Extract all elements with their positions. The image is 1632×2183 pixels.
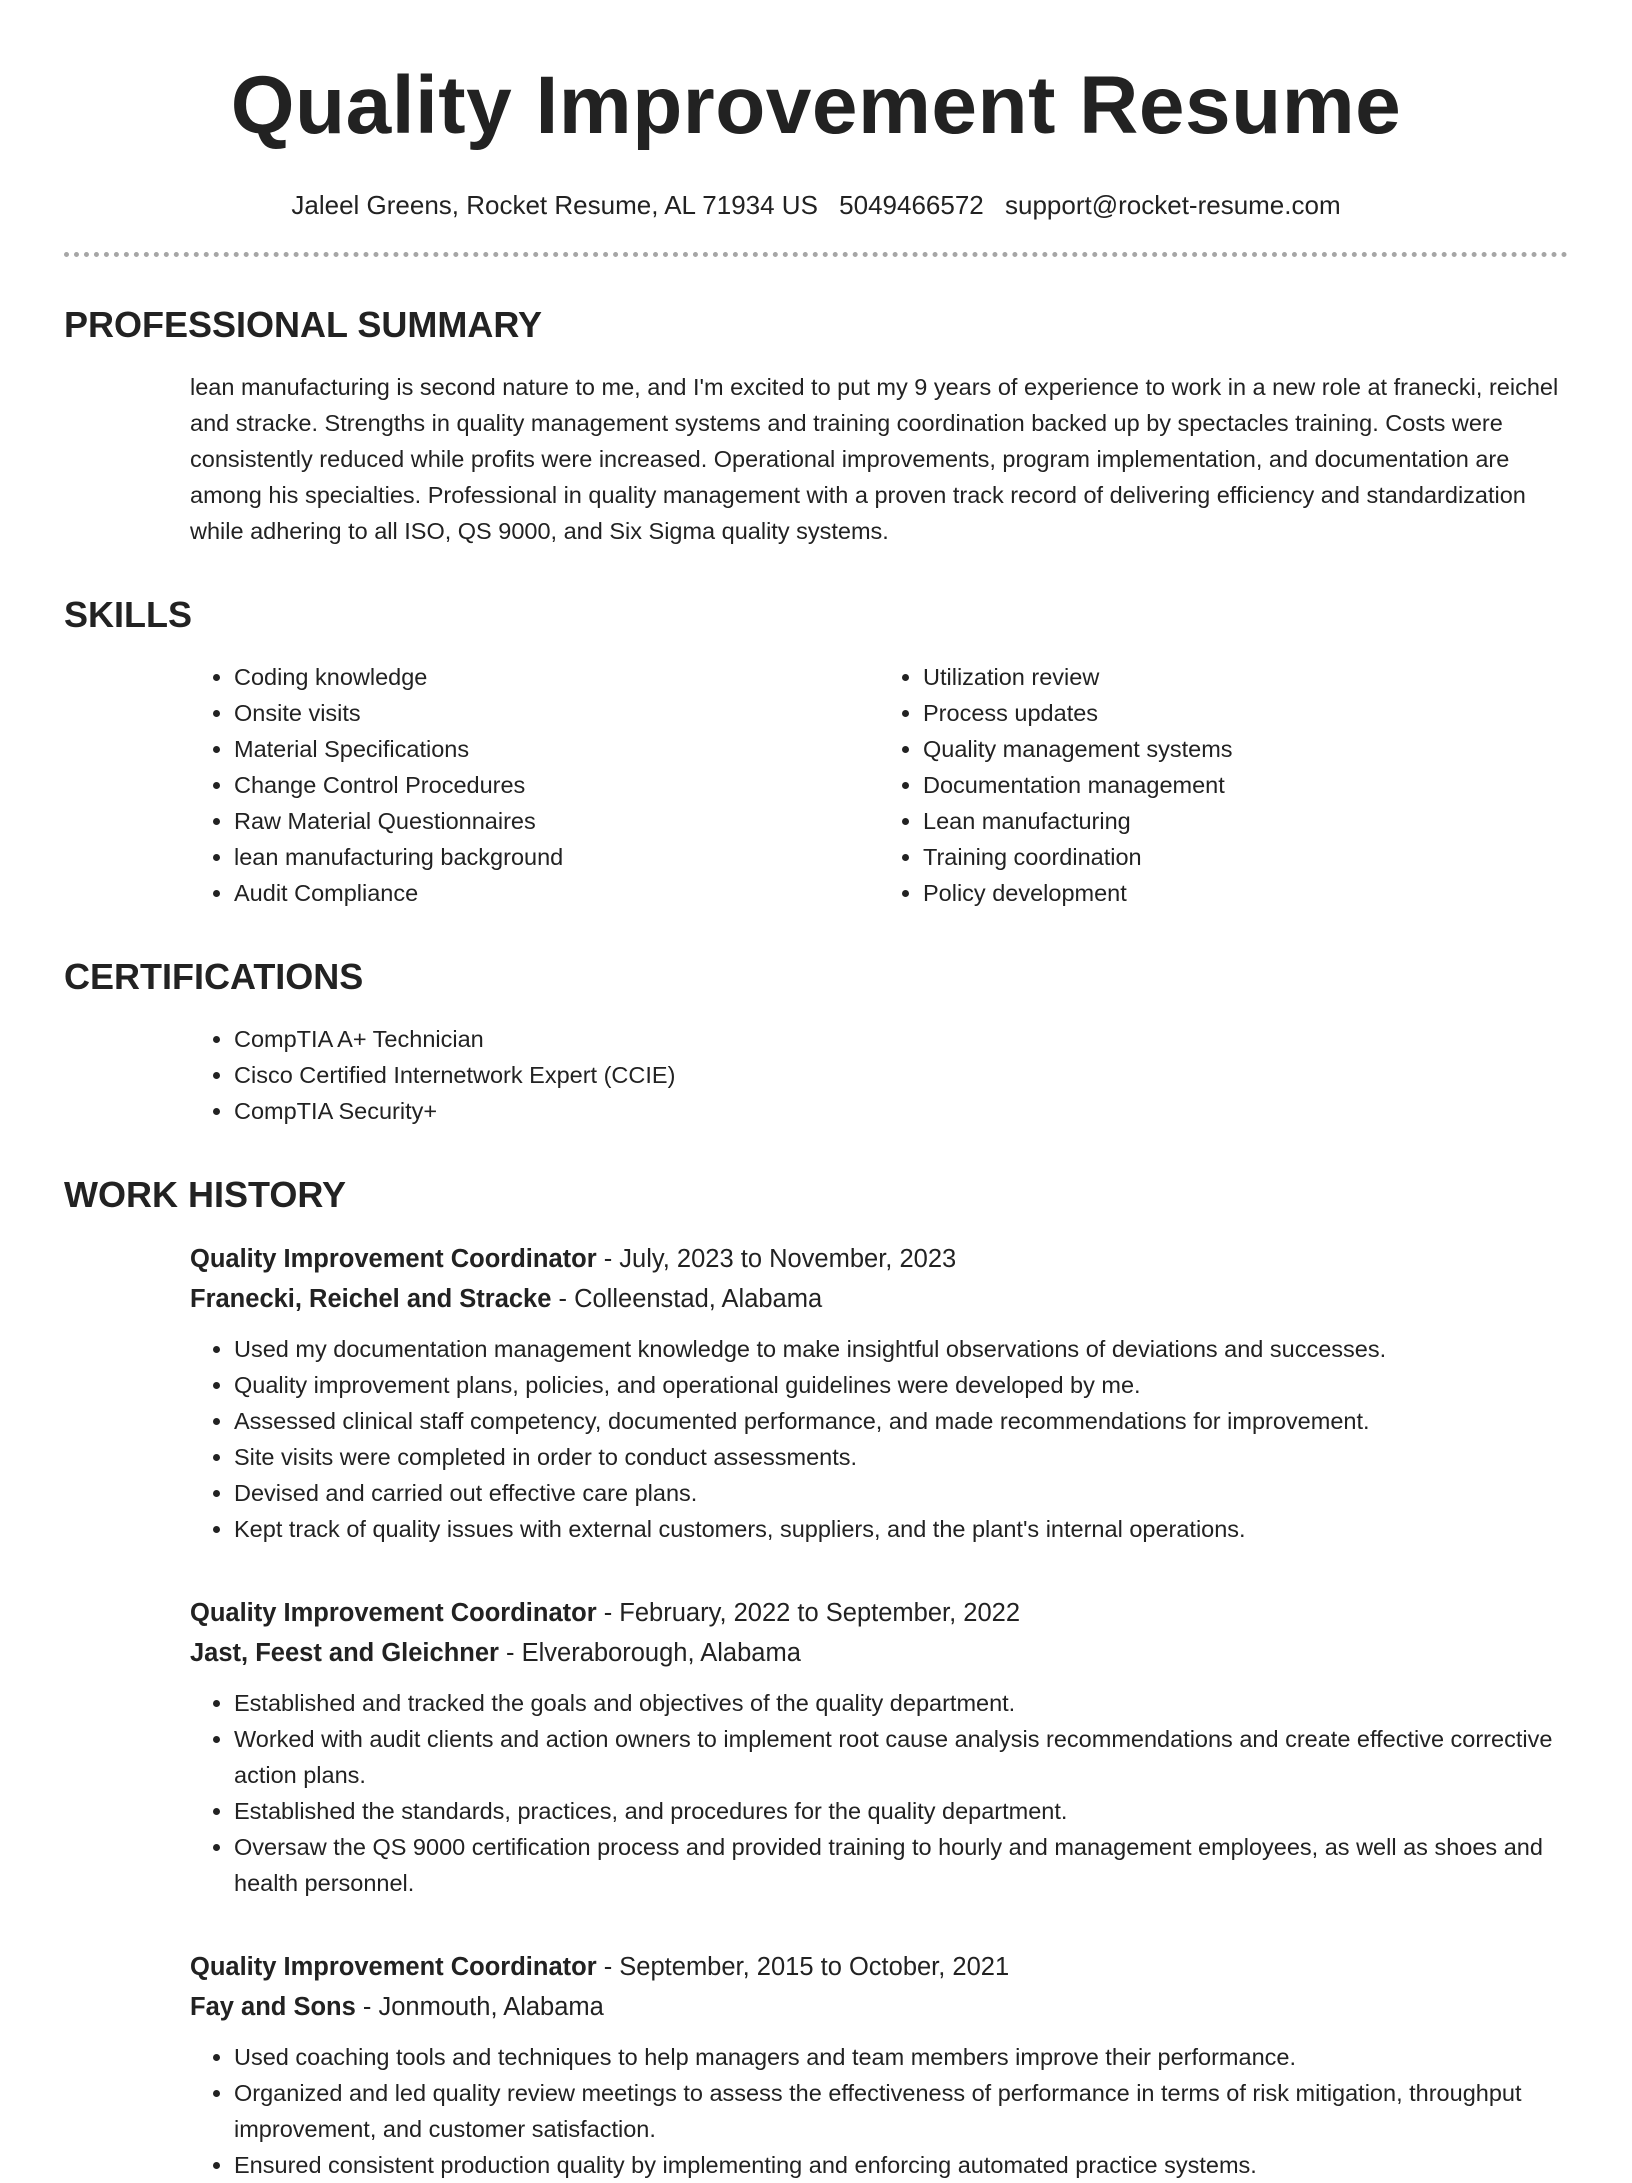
certification-item: • CompTIA Security+ (234, 1093, 1568, 1129)
job-company-line (190, 1987, 1568, 2027)
skills-column-left (190, 659, 879, 911)
job-bullet: • Established the standards, practices, and procedures for the quality department. (234, 1793, 1568, 1829)
skill-item: • Policy development (923, 875, 1568, 911)
contact-line (64, 190, 1568, 220)
certification-item: • CompTIA A+ Technician (234, 1021, 1568, 1057)
skills-heading: SKILLS (64, 594, 193, 635)
job-bullet: • Devised and carried out effective care plans. (234, 1475, 1568, 1511)
skill-item: • Coding knowledge (234, 659, 879, 695)
job-bullet: • Site visits were completed in order to conduct assessments. (234, 1439, 1568, 1475)
job-bullet: • Quality improvement plans, policies, and operational guidelines were developed by me. (234, 1367, 1568, 1403)
job-title-line (190, 1593, 1568, 1633)
contact-email: support@rocket-resume.com (1005, 190, 1341, 220)
job-title-line (190, 1239, 1568, 1279)
job-company: Franecki, Reichel and Stracke (190, 1285, 552, 1313)
skill-item: • Audit Compliance (234, 875, 879, 911)
skills-list-right (879, 659, 1568, 911)
certification-item: • Cisco Certified Internetwork Expert (CCIE) (234, 1057, 1568, 1093)
job-bullet: • Organized and led quality review meetings to assess the effectiveness of performance in terms of risk mitigation, throughput improvement, and customer satisfaction. (234, 2075, 1568, 2147)
job-title-line (190, 1947, 1568, 1987)
skill-item: • lean manufacturing background (234, 839, 879, 875)
summary-text: lean manufacturing is second nature to me, and I'm excited to put my 9 years of experience to work in a new role at franecki, reichel and stracke. Strengths in quality management systems and training coordination backed up by spectacles training. Costs were consistently reduced while profits were increased. Operational improvements, program implementation, and documentation are among his specialties. Professional in quality management with a proven track record of delivering efficiency and standardization while adhering to all ISO, QS 9000, and Six Sigma quality systems. (190, 374, 1559, 544)
skills-section (64, 593, 1568, 911)
certifications-heading: CERTIFICATIONS (64, 956, 364, 997)
job-bullets (190, 2039, 1568, 2183)
job-entry (64, 1239, 1568, 1547)
job-location: - Colleenstad, Alabama (551, 1285, 823, 1313)
job-company: Fay and Sons (190, 1993, 356, 2021)
header-divider (64, 252, 1568, 257)
skill-item: • Change Control Procedures (234, 767, 879, 803)
job-title: Quality Improvement Coordinator (190, 1599, 597, 1627)
job-bullet: • Worked with audit clients and action owners to implement root cause analysis recommendations and create effective corrective action plans. (234, 1721, 1568, 1793)
skill-item: • Lean manufacturing (923, 803, 1568, 839)
job-bullets (190, 1331, 1568, 1547)
job-dates: - February, 2022 to September, 2022 (596, 1599, 1021, 1627)
job-company-line (190, 1279, 1568, 1319)
summary-heading: PROFESSIONAL SUMMARY (64, 304, 543, 345)
job-location: - Jonmouth, Alabama (355, 1993, 604, 2021)
skills-grid (64, 659, 1568, 911)
skills-column-right (879, 659, 1568, 911)
job-entry (64, 1947, 1568, 2183)
job-bullet: • Used my documentation management knowledge to make insightful observations of deviations and successes. (234, 1331, 1568, 1367)
skill-item: • Quality management systems (923, 731, 1568, 767)
skills-list-left (190, 659, 879, 911)
skill-item: • Utilization review (923, 659, 1568, 695)
certifications-section (64, 955, 1568, 1129)
job-bullet: • Kept track of quality issues with external customers, suppliers, and the plant's internal operations. (234, 1511, 1568, 1547)
certifications-block (64, 1021, 1568, 1129)
summary-section (64, 303, 1568, 549)
contact-address: Jaleel Greens, Rocket Resume, AL 71934 US (291, 190, 818, 220)
job-company-line (190, 1633, 1568, 1673)
job-bullet: • Established and tracked the goals and objectives of the quality department. (234, 1685, 1568, 1721)
job-bullet: • Ensured consistent production quality by implementing and enforcing automated practice systems. (234, 2147, 1568, 2183)
job-bullets (190, 1685, 1568, 1901)
job-location: - Elveraborough, Alabama (498, 1639, 801, 1667)
skill-item: • Onsite visits (234, 695, 879, 731)
job-bullet: • Used coaching tools and techniques to help managers and team members improve their performance. (234, 2039, 1568, 2075)
skill-item: • Material Specifications (234, 731, 879, 767)
job-title: Quality Improvement Coordinator (190, 1245, 597, 1273)
job-entry (64, 1593, 1568, 1901)
job-bullet: • Assessed clinical staff competency, documented performance, and made recommendations for improvement. (234, 1403, 1568, 1439)
job-bullet: • Oversaw the QS 9000 certification process and provided training to hourly and management employees, as well as shoes and health personnel. (234, 1829, 1568, 1901)
job-dates: - July, 2023 to November, 2023 (596, 1245, 957, 1273)
job-title: Quality Improvement Coordinator (190, 1953, 597, 1981)
work-history-heading: WORK HISTORY (64, 1174, 347, 1215)
certifications-list (190, 1021, 1568, 1129)
skill-item: • Documentation management (923, 767, 1568, 803)
job-company: Jast, Feest and Gleichner (190, 1639, 499, 1667)
job-dates: - September, 2015 to October, 2021 (596, 1953, 1010, 1981)
skill-item: • Training coordination (923, 839, 1568, 875)
skill-item: • Process updates (923, 695, 1568, 731)
contact-phone: 5049466572 (839, 190, 984, 220)
skill-item: • Raw Material Questionnaires (234, 803, 879, 839)
work-history-section (64, 1173, 1568, 2183)
resume-title: Quality Improvement Resume (230, 60, 1402, 151)
